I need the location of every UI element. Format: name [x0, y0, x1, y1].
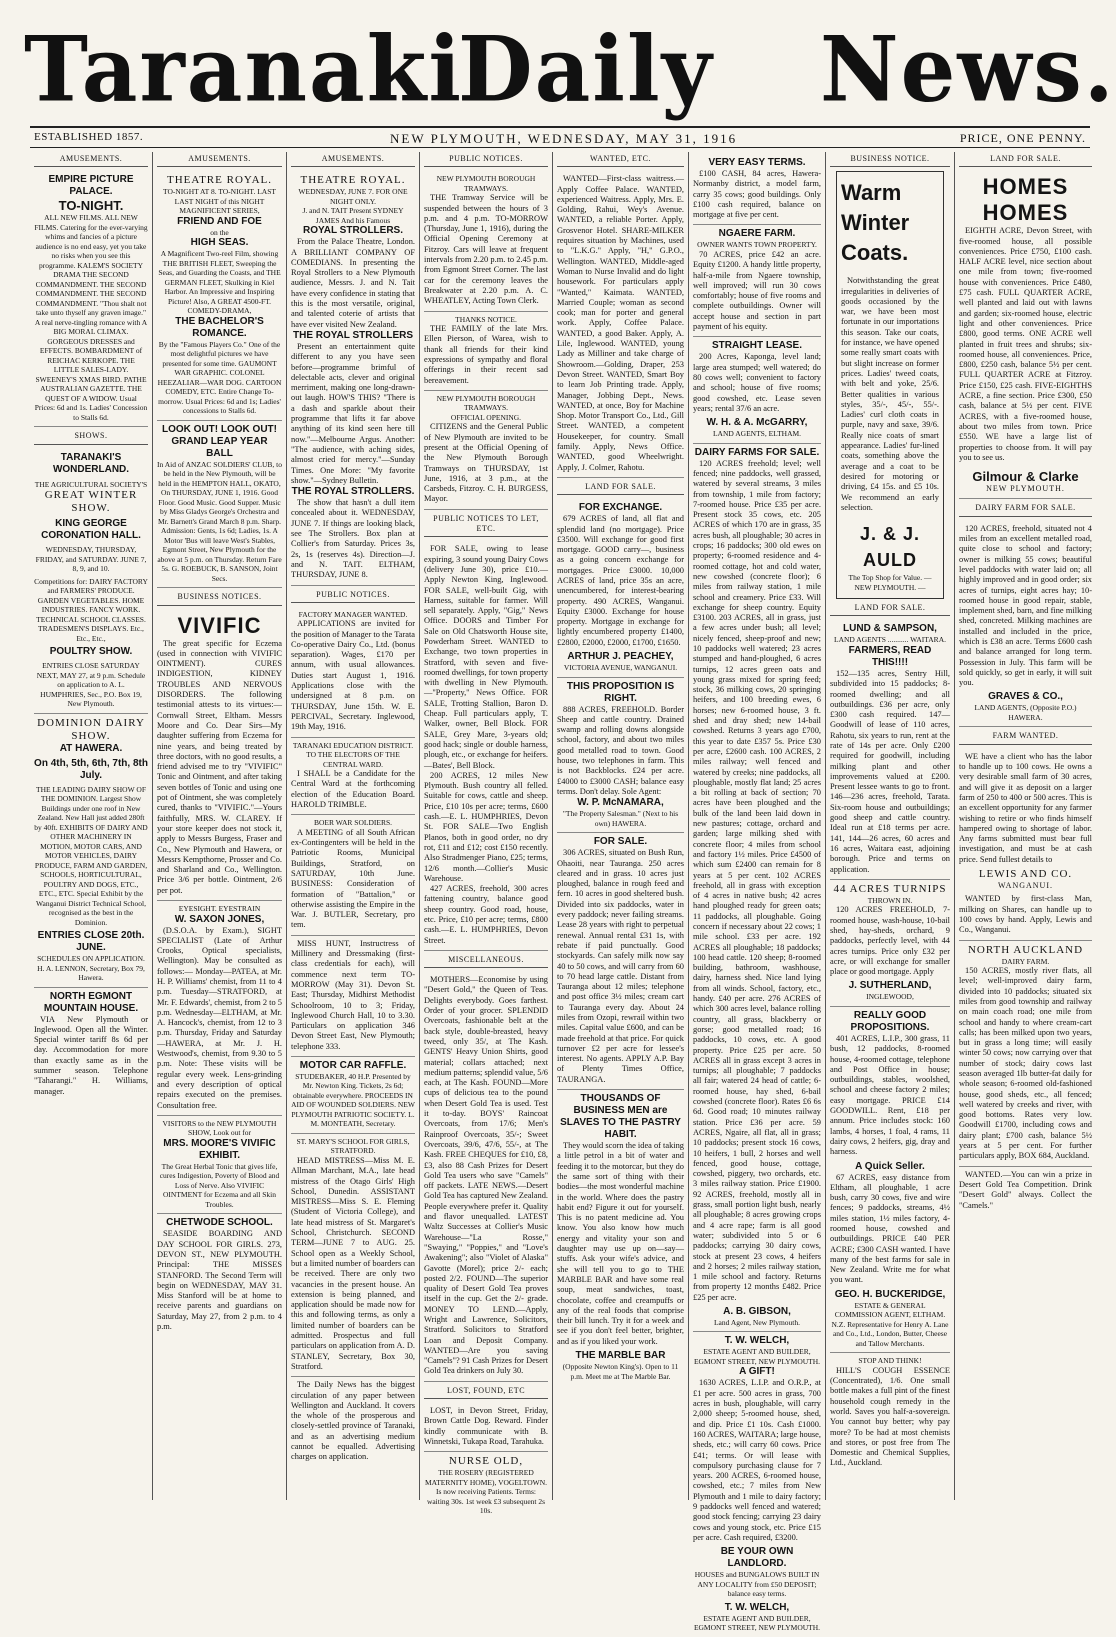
ad-headline: DOMINION DAIRY SHOW.	[37, 716, 145, 742]
ad-text: The Top Shop for Value. — NEW PLYMOUTH. —	[848, 573, 932, 592]
ad-acres-turnips	[830, 880, 950, 1007]
ad-vivific-exhibit	[157, 1116, 282, 1215]
section-heading: DAIRY FARM FOR SALE.	[959, 503, 1092, 516]
ad-headline: GREAT WINTER SHOW.	[44, 489, 138, 515]
ad-headline: HOMES	[982, 174, 1069, 200]
ad-body: WE have a client who has the labor to handle up to 100 cows. He owns a very desirable small farm of 30 acres, and will give it as deposit on a larger farm of 250 to 400 or 500 acres. This is an excellent opportunity for any farmer wishing to retire or who finds himself hampered owing to shortage of labor. Any farms submitted must bear full investigation, and must be at cash price. Send fullest details to	[959, 751, 1092, 864]
ad-body: WANTED.—You can win a prize in Desert Gold Tea Competition. Drink "Desert Gold" always. Collect the "Camels."	[959, 1169, 1092, 1210]
ad-text: THE AGRICULTURAL SOCIETY'S	[34, 479, 148, 489]
ad-text: on the	[210, 227, 229, 237]
ad-body: VIA New Plymouth or Inglewood. Open all the Winter. Special winter tariff 8s 6d per day. Accommodation for more than exactly same as in the summer season. Telephone "Taharangi." H. Williams, manager.	[34, 1014, 148, 1096]
ad-headline: LUND & SAMPSON,	[843, 623, 937, 635]
ad-headline: TARANAKI'S WONDERLAND.	[52, 451, 130, 475]
ad-body: APPLICATIONS are invited for the position of Manager to the Tarata Co-operative Dairy Co., Ltd. (bonus separation). Wages, £170 per annum, with usual allowances. Duties start August 1, 1916. Applications close with the undersigned at 8 p.m. on THURSDAY, June 15th. W. E. PERCIVAL, Secretary. Inglewood, 19th May, 1916.	[291, 619, 415, 732]
ad-text: HOUSES and BUNGALOWS BUILT IN ANY LOCALITY from £50 DEPOSIT; balance easy terms.	[694, 1570, 820, 1599]
ad-headline: MOTOR CAR RAFFLE.	[299, 1059, 407, 1071]
ad-desert-gold-competition	[959, 1167, 1092, 1215]
ad-headline: DAIRY FARMS FOR SALE.	[694, 446, 820, 458]
ad-body: SEASIDE BOARDING AND DAY SCHOOL FOR GIRLS. 273, DEVON ST., NEW PLYMOUTH. Principal: THE MISSES STANFORD. The Second Term will begin on WEDNESDAY, MAY 31. Miss Stanford will be at home to receive parents and guardians on Saturday, May 27, from 2 p.m. to 4 p.m.	[157, 1229, 282, 1332]
ad-very-easy-terms	[693, 154, 821, 225]
ad-body: The Daily News has the biggest circulation of any paper between Wellington and Auckland. It covers the whole of the prosperous and closely-settled province of Taranaki, and as an advertising medium cannot be equalled. Advertising charges on application.	[291, 1380, 415, 1462]
ad-headline: THOUSANDS OF BUSINESS MEN are SLAVES TO THE PASTRY HABIT.	[560, 1093, 681, 1141]
ad-text: OWNER WANTS TOWN PROPERTY.	[697, 240, 817, 250]
ad-text: ESTATE AGENT AND BUILDER, EGMONT STREET, NEW PLYMOUTH.	[693, 1613, 821, 1633]
ad-headline: REALLY GOOD PROPOSITIONS.	[850, 1009, 930, 1033]
section-heading: PUBLIC NOTICES.	[291, 590, 415, 603]
ad-headline: 44 ACRES TURNIPS	[833, 882, 947, 895]
ad-ngaere-farm	[693, 225, 821, 337]
ad-body: 70 ACRES, price £42 an acre. Equity £1200. A handy little property, half-a-mile from Ngaere township, well improved; will run 30 cows comfortably; house of five rooms and complete outbuildings. Owner will accept house and section in part payment of his equity.	[693, 249, 821, 332]
column-3	[287, 152, 420, 1500]
ad-body: Notwithstanding the great irregularities in deliveries of goods occasioned by the war, we have been most fortunate in our importations this season. Take our coats, for instance, we have opened some really smart coats with but slight increase on former prices. Ladies' tweed coats, with belt and yoke, 25/6. Better qualities in various styles, 35/-, 45/-, 55/-. Ladies' curl cloth coats in purple, navy and saxe, 39/6. Really nice coats of smart appearance. Ladies' fur-lined coats, something above the average and a coat to be desired for motoring or driving, £4 15s. and £5 10s. We recommend an early selection.	[841, 276, 939, 512]
section-heading: LAND FOR SALE.	[959, 154, 1092, 167]
ad-body: Present an entertainment quite different to any you have seen before—programme brimful of delectable acts, clever and original merriment, making one long-drawn-out laugh. HOW'S THIS? "There is a dash and sparkle about their programme that lifts it far above anything of its kind seen here till now."—Melbourne Argus. Another: "The audience, with aching sides, almost cried for mercy."—Sunday Times. One More: "My favorite show."—Sydney Bulletin.	[291, 341, 415, 485]
ad-headline: TO-NIGHT.	[58, 198, 124, 214]
ad-headline: VIVIFIC	[177, 612, 262, 638]
ad-body: WANTED by first-class Man, milking on Shares, can handle up to 100 cows by hand. Apply, Lewis and Co., Wanganui.	[959, 894, 1092, 935]
ad-body: From the Palace Theatre, London. A BRILLIANT COMPANY OF COMEDIANS. In presenting the Royal Strollers to a New Plymouth audience, Messrs. J. and N. Tait have every confidence in stating that this is the most versatile, original, and talented coterie of artists that have ever visited New Zealand.	[291, 237, 415, 329]
section-heading: LAND FOR SALE.	[557, 482, 684, 495]
dateline	[30, 126, 1090, 148]
ad-text: VICTORIA AVENUE, WANGANUI.	[563, 663, 678, 673]
ad-headline: NORTH AUCKLAND	[967, 943, 1084, 956]
ad-headline: On 4th, 5th, 6th, 7th, 8th July.	[34, 757, 148, 781]
ad-text: ESTATE & GENERAL COMMISSION AGENT, ELTHAM.	[834, 1300, 946, 1320]
ad-title: THEATRE ROYAL.	[300, 174, 406, 187]
ad-text: SCHEDULES ON APPLICATION. H. A. LENNON, Secretary, Box 79, Hawera.	[37, 954, 145, 983]
ad-theatre-royal	[157, 171, 282, 421]
ad-headline: HOMES	[982, 200, 1069, 226]
ad-body: 120 ACRES freehold; level; well fenced; nine paddocks, well grassed, watered by several streams, 3 miles from township, 1 mile from factory; 7-roomed house. Price £35 per acre. Present stock 35 cows, etc. 205 ACRES of which 170 are in grass, 35 acres bush, all ploughable; 30 acres in crops; 16 paddocks; 300 old ewes on property; 6-roomed residence and 4-roomed cottage, hot and cold water, new cowshed (concrete floor); 6 miles from railway station, 1 mile school and creamery. Price £33. Will exchange for sheep country. Equity £3100. 203 ACRES, all in grass, just a few acres under bush; all level; nicely fenced, sheep-proof and new; 10 paddocks well watered; 23 acres stumped and hand-ploughed, 6 acres turnips, 12 acres green oats and young grass mixed for spring feed; stock, 36 milking cows, 20 springing heifers, and 100 breeding ewes, 6 horses; new 6-roomed house, 3 ft. shed and dray shed; new 14-bail cowshed. Returns 3 years ago £700, this year to date £357 5s. Price £30 per acre, £2600 cash. 100 ACRES, 2 miles railway; well fenced and watered by creeks; nine paddocks, all ploughable, mostly flat land; 25 acres a bit rolling at back of section; 70 acres have been ploughed and the bulk of the land been laid down in new pastures; cottage, orchard and garden; large milking shed with concrete floor; 4 miles from school and factory 1½ miles. Price £4500 of which sum £2400 can remain for 8 years at 5 per cent. 102 ACRES freehold, all in grass with exception of 4 acres in native bush; 42 acres hand ploughed ready for green oats; 11 paddocks, all ploughable. Going concern if necessary about 22 cows; 1 mile school. £33 per acre. 192 ACRES all ploughable; 18 paddocks; 100 head cattle. 120 sheep; 8-roomed building, bathroom, washhouse, dairy, harness shed. Nice land lying from all winds. School, factory, etc., handy. £40 per acre. 276 ACRES of which 300 acres level, balance rolling country, all grass, blackberry or gorse; good metalled road; 16 paddocks, 10 cows, etc. A good property. Price £25 per acre. 50 ACRES all in grass except 3 acres in turnips; all ploughable; 7 paddocks all fair; watered 24 head of cattle; 6-roomed house, hay shed, 6-bail cowshed (concrete floor). Rates £6 6s 6d. Good road; 10 minutes railway station. Price £36 per acre. 59 ACRES, Ngaire, all flat, all in grass; 10 paddocks; present stock 16 cows, 10 heifers, 1 bull, 2 horses and well fenced, good house, cottage, cowshed, piggery, two orchards, etc. 3 miles railway station. Price £1900. 92 ACRES, freehold, mostly all in grass, small portion light bush, nearly all ploughable; 8 acres growing crops and 4 acre rape; farm is all good water; subdivided into 5 or 6 paddocks; carrying 30 dairy cows, stock at present 23 cows, 4 heifers and 2 horses; 2 miles railway station, 1 mile school and factory. Returns from property 12 months £482. Price £25 per acre.	[693, 458, 821, 1302]
ad-body: 152—135 acres, Sentry Hill, subdivided into 15 paddocks; 8-roomed dwelling; and all outbuildings. £36 per acre, only £300 cash required. 147—Goodwill of lease of 110 acres, Rahotu, six years to run, rent at the rate of 14s per acre. Only £200 required for goodwill, including milking plant and other improvements valued at £200. Present lessee wants to go to front. 146—236 acres, freehold, Tarata. Six-room house and outbuildings; good sheep and cattle country. Ideal run at £18 terms per acre. 141, 144—26 acres, 60 acres and 16 acres, Waitara east, adjoining borough. Price and terms on application.	[830, 668, 950, 874]
section-heading: AMUSEMENTS.	[34, 154, 148, 167]
ad-official-opening	[424, 391, 548, 510]
ad-chetwode-school	[157, 1214, 282, 1336]
ad-empire-picture-palace	[34, 171, 148, 427]
ad-body: (D.S.O.A. by Exam.), SIGHT SPECIALIST (Late of Arthur Crooks, Optical specialists, Wellington). May be consulted as follows:— Monday—PATEA, at Mr. H. P. Williams' chemist, from 11 to 4 p.m. Tuesday—STRATFORD, at Mr. F. Edwards', chemist, from 2 to 5 p.m. Wednesday—ELTHAM, at Mr. A. Hancock's, chemist, from 12 to 3 p.m. Thursday, Friday and Saturday—HAWERA, at Mr. J. H. Westwood's, chemist, from 9.30 to 5 p.m. Note: These visits will be regular every week. Lens-grinding and every description of optical repairs executed on the premises. Consultation free.	[157, 925, 282, 1110]
ad-headline: ROYAL STROLLERS.	[302, 225, 403, 237]
ad-saxon-jones	[157, 901, 282, 1116]
ad-body: THE FAMILY of the late Mrs. Ellen Pierson, of Warea, wish to thank all friends for their kind expressions of sympathy and floral offerings in their recent sad bereavement.	[424, 324, 548, 385]
column-8	[955, 152, 1096, 1500]
ad-text: WEDNESDAY, JUNE 7. FOR ONE NIGHT ONLY.	[298, 187, 408, 206]
ad-title: THEATRE ROYAL.	[166, 174, 273, 187]
ad-boer-war-soldiers	[291, 815, 415, 935]
ad-headline: Winter	[841, 210, 910, 236]
ad-headline: Gilmour & Clarke	[972, 469, 1079, 485]
ad-body: 427 ACRES, freehold, 300 acres fattening country, balance good sheep country. Good road, house, etc. Price, £10 per acre; terms, £800 cash.—E. L. HUMPHRIES, Devon Street.	[424, 884, 548, 945]
ad-headline: A. B. GIBSON,	[723, 1305, 791, 1317]
ad-text: VISITORS to the NEW PLYMOUTH SHOW, Look out for	[162, 1118, 277, 1138]
ad-body: 1630 ACRES, L.I.P. and O.R.P., at £1 per acre. 500 acres in grass, 700 acres in bush, ploughable, will carry 2,000 sheep; 5-roomed house, shed, and dip. Price £1 10s. Cash £1000. 160 ACRES, WAITARA; large house, sheds, etc.; will carry 60 cows. Price £41; terms. Or will lease with compulsory purchasing clause for 7 years. 200 ACRES, 6-roomed house, cowshed, etc.; 7 miles from New Plymouth and 1 mile to dairy factory; 9 paddocks well fenced and watered; good stock fencing; carrying 23 dairy cows and young stock, etc. Price £15 per acre. Cash required, £3200.	[693, 1378, 821, 1542]
ad-classifieds	[424, 541, 548, 951]
ad-dairy-farms	[693, 444, 821, 1333]
ad-text: THROWN IN.	[867, 895, 913, 905]
ad-proposition	[557, 678, 684, 834]
ad-headline: STOP AND THINK!	[858, 1356, 922, 1366]
price-label: PRICE, ONE PENNY.	[959, 131, 1086, 145]
ad-headline: ENTRIES CLOSE 20th. JUNE.	[37, 930, 145, 954]
ad-headline: LEWIS AND CO.	[978, 868, 1073, 881]
ad-headline: NEW PLYMOUTH BOROUGH TRAMWAYS.	[436, 174, 536, 193]
ad-miscellaneous	[424, 972, 548, 1382]
ad-warm-winter-coats	[836, 171, 944, 599]
ad-education-district	[291, 738, 415, 816]
section-heading: LOST, FOUND, ETC	[424, 1386, 548, 1399]
ad-body: 200 Acres, Kaponga, level land; large area stumped; well watered; do 80 cows well; convenient to factory and school; house of five rooms; good cowshed, etc. Lease seven years; rental 37/6 an acre.	[693, 352, 821, 413]
ad-body: WANTED—First-class waitress.—Apply Coffee Palace. WANTED, experienced Waitress. Apply, Mrs. E. Golding, Rahui, Wey's Avenue. WANTED, a reliable Porter. Apply, Grosvenor Hotel. SHARE-MILKER requires situation by Machines, used to "L.K.G." Apply, "H," G.P.O., Wellington. WANTED, Middle-aged Woman to Nurse Invalid and do light housework. For particulars apply "Wanted," Kaimata. WANTED, Married Couple; woman as second cook; man for porter and general work. Apply, Coffee Palace. WANTED, a good Baker. Apply, A. Lile, Inglewood. WANTED, young Lady as Milliner and take charge of Showroom.—Golding, Draper, 253 Devon Street. WANTED, Smart Boy to learn Job Printing trade. Apply, Manager, Jobbing Dept., News. WANTED, at once, Boy for Machine Shop. Motor Transport Co., Ltd., Gill Street. WANTED, a competent Housekeeper, for country. Small family. Apply, News Office. WANTED, good Wheelwright. Apply, J. Colmer, Rahotu.	[557, 174, 684, 472]
ad-text: MAGNIFICENT SERIES,	[179, 206, 260, 216]
ad-body: MISS HUNT, Instructress of Millinery and Dressmaking (first-class credentials for each), will commence next term TO-MORROW (May 31). Devon St. East; Thursday, Midhirst Methodist Schoolroom, 10 to 3; Friday, Inglewood Church Hall, 10 to 3.30. Particulars on application 346 Devon Street East, New Plymouth; telephone 333.	[291, 938, 415, 1051]
ad-body: A MEETING of all South African ex-Contingenters will be held in the Patriotic Rooms, Municipal Buildings, Stratford, on SATURDAY, 10th June. BUSINESS: Consideration of formation of "Battalion," or otherwise assisting the Empire in the War. J. BUTLER, Secretary, pro tem.	[291, 827, 415, 930]
ad-body: In Aid of ANZAC SOLDIERS' CLUB, to be held in the New Plymouth, will be held in the HEMPTON HALL, OKATO, On THURSDAY, JUNE 1, 1916. Good Floor. Good Music. Good Supper. Music by Miss Gladys George's Orchestra and Mr. Barnett's Grand March 8 p.m. Sharp. Admission: Gents, 1s 6d; Ladies, 1s. A Motor 'Bus will leave West's Stables, Egmont Street, New Plymouth for the above at 5 p.m. on Thursday. Return Fare 5s. G. ROEBUCK, B. SANSON, Joint Secs.	[157, 459, 282, 583]
ad-headline: HIGH SEAS.	[190, 237, 249, 249]
ad-for-exchange	[557, 499, 684, 677]
ad-headline: FOR SALE.	[593, 836, 648, 848]
ad-text: LAND AGENTS ........... WAITARA.	[834, 635, 946, 645]
column-5	[553, 152, 689, 1500]
ad-text: J. and N. TAIT Present SYDNEY JAMES And his Famous	[302, 206, 404, 225]
column-2	[153, 152, 287, 1500]
section-heading: PUBLIC NOTICES.	[424, 154, 548, 167]
ad-headline: POULTRY SHOW.	[49, 646, 133, 658]
section-heading: AMUSEMENTS.	[291, 154, 415, 167]
ad-text: TO-NIGHT AT 8. TO-NIGHT. LAST LAST NIGHT of this NIGHT	[163, 187, 276, 206]
ad-headline: VERY EASY TERMS.	[708, 157, 806, 168]
ad-text: EYESIGHT. EYESTRAIN	[178, 904, 261, 914]
ad-body: 306 ACRES, situated on Bush Run, Ohaoiti, near Tauranga. 250 acres cleared and in grass. 10 acres just ploughed, balance in rough feed and fern. 10 acres in good sheltered bush. Divided into six paddocks, water in every paddock; never failing streams. Lease 28 years with right to perpetual renewal. Annual rental £31 1s, with rebate if paid punctually. Good stockyards. Can safely milk now say 40 to 50 cows, and will carry from 60 to 70 head large cattle. Distant from Tauranga about 12 miles; telephone and post office 3½ miles; cream cart to Tauranga every day. About 24 miles from Ozopi, rewrail within two miles. Capital value £600, and can be made freehold at that price. For quick turnover £2 per acre for lessee's interest. No agents. APPLY A.P. Bay of Plenty Times Office, TAURANGA.	[557, 848, 684, 1084]
section-heading: SHOWS.	[34, 431, 148, 444]
ad-headline: FRIEND AND FOE	[177, 215, 262, 227]
ad-body: 67 ACRES, easy distance from Eltham, all ploughable, 1 acre bush, carry 30 cows, five and wire fences; 9 paddocks, streams, 4½ miles station, 1½ miles factory, 4-roomed house, cowshed and outbuildings. PRICE £40 PER ACRE; £300 CASH wanted. I have many of the best farms for sale in New Zealand. Write me for what you want.	[830, 1172, 950, 1285]
ad-headline: STRAIGHT LEASE.	[711, 340, 802, 352]
ad-body: A Magnificent Two-reel Film, showing THE BRITISH FLEET, Sweeping the Seas, and Guarding the Coasts, and THE GERMAN FLEET, Skulking in Kiel Harbor. An Impressive and Inspiring Picture! Also, A GREAT 4500-FT. COMEDY-DRAMA,	[158, 249, 281, 316]
ad-headline: FARMERS, READ THIS!!!!	[848, 644, 932, 668]
ad-vivific	[157, 610, 282, 901]
ad-headline: AT HAWERA.	[59, 742, 123, 754]
ad-headline: THIS PROPOSITION IS RIGHT.	[566, 680, 675, 704]
ad-headline: CHETWODE SCHOOL.	[166, 1217, 273, 1229]
ad-stop-and-think	[830, 1353, 950, 1472]
ad-headline: NURSE OLD,	[448, 1455, 524, 1468]
ad-body: LOST, in Devon Street, Friday, Brown Cattle Dog. Reward. Finder kindly communicate with B. Winnetski, Tukapa Road, Tarahuka.	[424, 1406, 548, 1446]
ad-headline: MRS. MOORE'S VIVIFIC EXHIBIT.	[163, 1137, 276, 1161]
ad-headline: KING GEORGE CORONATION HALL.	[41, 518, 141, 542]
ad-nurse-old	[424, 1452, 548, 1520]
ad-daily-news-circulation	[291, 1377, 415, 1466]
ad-north-egmont	[34, 988, 148, 1101]
established-label: ESTABLISHED 1857.	[34, 131, 144, 143]
ad-farm-wanted	[959, 749, 1092, 941]
section-heading: PUBLIC NOTICES TO LET, ETC.	[424, 514, 548, 538]
ad-headline: GRAND LEAP YEAR BALL	[171, 435, 268, 459]
ad-headline: W. P. McNAMARA,	[577, 797, 664, 809]
ad-text: ENTRIES CLOSE SATURDAY NEXT, MAY 27, at 9 p.m. Schedule on application to A. L. HUMPHRIES, Sec., P.O. Box 19, New Plymouth.	[36, 661, 146, 709]
ad-body: THE LEADING DAIRY SHOW OF THE DOMINION. Largest Show Buildings under one roof in New Zealand. New Hall just added 280ft by 40ft. EXHIBITS OF DAIRY AND OTHER MACHINERY IN MOTION, MOTOR CARS, AND MOTOR VEHICLES, DAIRY PRODUCE, FARM AND GARDEN, SCHOOLS, HORTICULTURAL, POULTRY AND DOGS, ETC., ETC., ETC. Special Exhibit by the Wanganui District Technical School, recognised as the best in the Dominion.	[34, 784, 148, 927]
ad-tramways	[424, 171, 548, 311]
ad-royal-strollers	[291, 171, 415, 585]
ad-headline: FACTORY MANAGER WANTED.	[298, 609, 408, 619]
ad-text: "The Property Salesman." (Next to his own) HAWERA.	[562, 809, 679, 828]
ad-text: NEW PLYMOUTH.	[986, 484, 1065, 494]
ad-text: Land Agent, New Plymouth.	[713, 1317, 801, 1327]
column-6	[689, 152, 826, 1633]
ad-body: MOTHERS—Economise by using "Desert Gold," the Queen of Teas. Delights everybody. Goes farthest. Order of your grocer. SPLENDID Overcoats, fashionable belt at the back style, double-breasted, heavy tweed, only 35/, at The Kash. GENTS' Heavy Union Shirts, good material; collars attached; next medium patterns; splendid value, 5/6 each, at The Kash. FOUND—More cups of delicious tea to the pound when Desert Gold Tea is used. Test it to-day. BOYS' Raincoat Overcoats, from 17/6; Men's Rainproof Overcoats, 35/-; Sweet Overcoats, 39/6, 47/6, 55/-, at The Kash. FREE CHEQUES for £10, £8, £3, also 88 Cash Prizes for Desert Gold Tea users who save "Camels" off packets. LATE NEWS.—Desert Gold Tea has captured New Zealand. People everywhere prefer it. Quality and flavor unequalled. LATEST Waltz Successes at Collier's Music Warehouse—"La Rosse," "Swaying," "Poppies," and "Love's Awakening"; also "Violet of Alaska" Gavotte (Morel); price 2/- each; posted 2/2. FOUND—The superior quality of Desert Gold Tea proves itself in the cup. Get the 2/- grade. MONEY TO LEND.—Apply, Wright and Lawrence, Solicitors, Stratford. Solicitors to Stratford Loan and Deposit Company. WANTED—Are you saving "Camels"? 91 Cash Prizes for Desert Gold Tea drinkers on July 30.	[424, 975, 548, 1376]
ad-headline: NORTH EGMONT MOUNTAIN HOUSE.	[43, 990, 139, 1014]
ad-text: LOOK OUT! LOOK OUT!	[162, 423, 277, 435]
ad-body: They would scorn the idea of taking a little petrol in a bit of water and feeding it to the motorcar, but they do the same sort of thing with their bodies—the most wonderful machine in the world. Where does the pastry habit end? Figure it out for yourself. This is no patent medicine ad. You know. You also know how much energy and vitality your son and daughter may use up on—say—stuffs. Ask your wife's advice, and she will tell you to go to THE MARBLE BAR and have some real soup, meat sandwiches, toast, chocolate, coffee and creampuffs or any of the real foods that comprise their bill lunch. Try it for a week and see if you don't feel better, brighter, and as if you liked your work.	[557, 1141, 684, 1346]
ad-lund-sampson	[830, 620, 950, 879]
ad-body: The show that hasn't a dull item concealed about it. WEDNESDAY, JUNE 7. If things are looking black, see The Strollers. Box plan at Collier's from Saturday. Prices 3s, 2s, 1s (reserves 4s). Direction—J. and N. TAIT. ELTHAM, THURSDAY, JUNE 8.	[291, 498, 415, 580]
ad-really-good-propositions	[830, 1007, 950, 1353]
ad-headline: THANKS NOTICE.	[455, 314, 517, 324]
ad-headline: J. & J. AULD	[859, 524, 921, 571]
ad-headline: W. SAXON JONES,	[174, 913, 265, 925]
ad-headline: Coats.	[841, 240, 909, 266]
ad-body: 401 ACRES, L.I.P., 300 grass, 11 bush, 12 paddocks, 8-roomed house, 4-roomed cottage, telephone and Post Office in house; outbuildings, stables, woolshed, school and cheese factory 2 miles; easy mortgage. PRICE £14 GOODWILL. Rent, £18 per annum. Price includes stock: 160 lambs, 4 horses, 1 foal, 4 rams, 11 dairy cows, 2 heifers, gig, dray and harness.	[830, 1033, 950, 1157]
ad-text: WANGANUI.	[998, 881, 1053, 891]
ad-text: LAND AGENTS, (Opposite P.O.) HAWERA.	[974, 703, 1077, 722]
ad-headline: BE YOUR OWN LANDLORD.	[720, 1546, 794, 1570]
ad-st-marys	[291, 1134, 415, 1377]
ad-body: 150 ACRES, mostly river flats, all level; well-improved dairy farm, divided into 10 paddocks; situated six miles from good township and railway on main coach road; one mile from school and handy to where cream-cart calls; has been milked upon two years, but in grass a long time; will easily winter 50 cows; now carrying over that number of stock; dairy cows last season averaged 1lb butter-fat daily for whole season; 6-roomed old-fashioned house, good sheds, etc., all fenced; well watered by creeks and river, with good bottoms. Rates very low. Goodwill £1700, including cows and dairy plant; £700 cash, balance 5½ years at 5 per cent. For further particulars apply, BOX 684, Auckland.	[959, 966, 1092, 1161]
ad-text: INGLEWOOD,	[866, 992, 914, 1002]
ad-headline: THE ROYAL STROLLERS	[292, 329, 413, 341]
ad-body: 120 ACRES FREEHOLD, 7-roomed house, wash-house, 10-bail shed, hay-sheds, orchard, 9 paddocks, perfectly level, with 44 acres turnips. Price only £32 per acre, or will exchange for smaller place or good mortgage. Apply	[830, 905, 950, 977]
ad-marble-bar	[557, 1090, 684, 1385]
column-7	[826, 152, 955, 1500]
ad-text: N.Z. Representative for Henry A. Lane and Co., Ltd., London, Butter, Cheese and Tallow Merchants.	[831, 1319, 949, 1348]
ad-body: STUDEBAKER, 40 H.P. Presented by Mr. Newton King. Tickets, 2s 6d; obtainable everywhere. PROCEEDS IN AID OF WOUNDED SOLDIERS. NEW PLYMOUTH PATRIOTIC SOCIETY. L. M. MONTEATH, Secretary.	[291, 1071, 415, 1129]
ad-north-auckland	[959, 941, 1092, 1167]
column-1	[30, 152, 153, 1500]
ad-headline: FOR EXCHANGE.	[578, 502, 663, 514]
ad-body: The great specific for Eczema (used in connection with VIVIFIC OINTMENT). CURES INDIGESTION, KIDNEY TROUBLES AND NERVOUS DISORDERS. The following testimonial attests to its virtues:— Cornwall Street, Eltham. Messrs Moore and Co. Dear Sirs—My daughter suffering from Eczema for nine years, and being treated by three doctors, with no good results, a friend advised me to try "VIVIFIC" Tonic and Ointment, and after taking seven bottles of Tonic and using one pot of Ointment, she was completely cured, thanks to "VIVIFIC."—Yours faithfully, MRS. W. CLAREY. If your store keeper does not stock it, apply to Messrs Burgess, Fraser and Co., New Plymouth and Hawera, or Messrs Kempthorne, Prosser and Co. and Sharland and Co., Wellington. Price 3/6 per bottle. Ointment, 2/6 per pot.	[157, 638, 282, 895]
place-date: NEW PLYMOUTH, WEDNESDAY, MAY 31, 1916	[390, 131, 738, 146]
ad-body: ALL NEW FILMS. ALL NEW FILMS. Catering for the ever-varying whims and fancies of a picture audience is no end easy, yet you take no risks when you see this programme. KALEM'S SOCIETY DRAMA THE SECOND COMMANDMENT. THE SECOND COMMANDMENT. THE SECOND COMMANDMENT. "Thou shalt not take unto thyself any graven image." A real nerve-tingling romance with A BIG MORAL CLIMAX. GORGEOUS DRESSES and EFFECTS. BOMBARDMENT of REICHAC KERKOPE. THE LITTLE SALES-LADY. SWEENEY'S XMAS BIRD. PATHE AUSTRALIAN GAZETTE. THE QUEST OF A WIDOW. Usual Prices: 6d and 1s. Ladies' Concession to Stalls 6d.	[34, 213, 148, 422]
ad-headline: THE BACHELOR'S ROMANCE.	[175, 315, 264, 339]
section-heading: AMUSEMENTS.	[157, 154, 282, 167]
ad-body: £100 CASH, 84 acres, Hawera-Normanby district, a model farm, carry 35 cows; good buildings. Only £100 cash required, balance on mortgage at five per cent.	[693, 169, 821, 220]
ad-body: By the "Famous Players Co." One of the most delightful pictures we have presented for some time. GAUMONT WAR GRAPHIC. COLONEL HEEZALIAR—WAR DOG. CARTOON COMEDY, ETC. Entire Change To-morrow. Usual Prices: 6d and 1s; Ladies' concessions to Stalls 6d.	[157, 339, 282, 416]
ad-winter-show	[34, 449, 148, 714]
ad-homes	[959, 171, 1092, 499]
ad-headline: T. W. WELCH,	[724, 1335, 790, 1347]
ad-headline: GEO. H. BUCKERIDGE,	[834, 1288, 946, 1300]
ad-for-sale-tauranga	[557, 833, 684, 1090]
ad-body: HILL'S COUGH ESSENCE (Concentrated), 1/6. One small bottle makes a full pint of the finest household cough remedy in the world. Saves you half-a-sovereign. You cannot buy better; why pay more? To be had at most chemists and stores, or post free from The Domestic and Chemical Supplies, Ltd., Auckland.	[830, 1365, 950, 1468]
ad-text: WEDNESDAY, THURSDAY, FRIDAY, and SATURDAY. JUNE 7, 8, 9, and 10.	[35, 545, 147, 574]
ad-headline: Warm	[841, 180, 902, 206]
ad-headline: GRAVES & CO.,	[988, 691, 1063, 703]
ad-headline: OFFICIAL OPENING.	[450, 412, 522, 422]
section-heading: WANTED, ETC.	[557, 154, 684, 167]
ad-lost-found	[424, 1403, 548, 1452]
ad-leap-year-ball	[157, 421, 282, 589]
ad-headline: NEW PLYMOUTH BOROUGH TRAMWAYS.	[436, 393, 536, 413]
ad-body: THE ROSERY (REGISTERED MATERNITY HOME), VOGELTOWN. Is now receiving Patients. Terms: waiting 30s. 1st week £3 subsequent 2s 10s.	[424, 1468, 548, 1516]
ad-body: I SHALL be a Candidate for the Central Ward at the forthcoming election of the Education Board. HAROLD TRIMBLE.	[291, 769, 415, 809]
section-heading: BUSINESS NOTICES.	[157, 592, 282, 605]
ad-thanks-notice	[424, 312, 548, 391]
section-heading: FARM WANTED.	[959, 731, 1092, 744]
ad-text: (Opposite Newton King's). Open to 11 p.m. Meet me at The Marble Bar.	[562, 1362, 679, 1381]
ad-body: THE Tramway Service will be suspended between the hours of 3 p.m. and 4 p.m. TO-MORROW (Thursday, June 1, 1916), during the Official Opening Ceremony at Fitzroy. Cars will leave at frequent intervals from 2.20 p.m. to 2.45 p.m. from Egmont Street Corner. The last car for the ceremony leaves the Breakwater at 2.20 p.m. A. C. WHEATLEY, Acting Town Clerk.	[424, 193, 548, 306]
ad-headline: W. H. & A. McGARRY,	[706, 417, 808, 429]
ad-headline: ARTHUR J. PEACHEY,	[567, 651, 674, 663]
ad-body: CITIZENS and the General Public of New Plymouth are invited to be present at the Official Opening of the New Plymouth Borough Tramways on THURSDAY, 1st June, 1916, at 3 p.m., at the Carsbeds, Fitzroy. C. H. BURGESS, Mayor.	[424, 422, 548, 504]
ad-text: LAND AGENTS, ELTHAM.	[712, 429, 802, 439]
section-heading: MISCELLANEOUS.	[424, 955, 548, 968]
ad-headline: ST. MARY'S SCHOOL FOR GIRLS, STRATFORD.	[296, 1136, 410, 1156]
ad-headline: J. SUTHERLAND,	[848, 980, 932, 992]
ad-dominion-dairy-show	[34, 714, 148, 988]
ad-title: EMPIRE PICTURE PALACE.	[48, 174, 134, 198]
ad-headline: BOER WAR SOLDIERS.	[314, 818, 392, 828]
ad-headline: NGAERE FARM.	[718, 228, 796, 240]
ad-headline: T. W. WELCH,	[724, 1601, 790, 1613]
ad-text: Competitions for: DAIRY FACTORY and FARMERS' PRODUCE. GARDEN VEGETABLES. HOME INDUSTRIES. FANCY WORK. TECHNICAL SCHOOL CLASSES. TRADESMEN'S DISPLAYS. Etc., Etc., Etc.,	[34, 576, 148, 643]
ad-body: 888 ACRES, FREEHOLD. Border Sheep and cattle country. Drained swamp and rolling downs alongside school, factory, and about two miles good metalled road to town. Good house, two telephones in farm. This is not Backblocks. £24 per acre. £4000 to £3000 CASH; balance easy terms. Don't delay. Sole Agent:	[557, 704, 684, 796]
ad-straight-lease	[693, 337, 821, 443]
masthead-word-news: News.	[820, 16, 1116, 123]
ad-tw-welch	[693, 1332, 821, 1636]
ad-body: 200 ACRES, 12 miles New Plymouth. Bush country all felled. Suitable for cows, cattle and sheep. Price, £10 10s per acre; terms, £600 cash.—E. L. HUMPHRIES, Devon St. FOR SALE—Two English Planos, both in good order, no dry rot, £11 and £12; cost £150 recently. Also Stradmenger Piano, £25; terms, 12/6 month.—Collier's Music Warehouse.	[424, 770, 548, 883]
ad-body: FOR SALE, owing to lease expiring, 3 sound young Dairy Cows (delivery June 30), price £10.—Apply Newton King, Inglewood. FOR SALE, well-built Gig, with Harness, suitable for farmer. Will sell separately. Apply, "Gig," News Office. DOORS and Timber For Sale on Old Chatsworth House site, Powderham Street. WANTED to Exchange, two town properties in Stratford, with seven and five-roomed dwellings, for town property with dwelling in New Plymouth.—"Property," News Office. FOR SALE, Trotting Stallion, Baron D. Cheap. Full particulars apply, T. Walker, owner, Bell Block. FOR SALE, Grey Mare, 3-years old; good hack; single or double harness, plough, etc., or exchange for heifers.—Bates', Bell Block.	[424, 544, 548, 770]
ad-factory-manager	[291, 607, 415, 738]
ad-dairy-farm-hawera	[959, 521, 1092, 728]
ad-miss-hunt	[291, 936, 415, 1057]
ad-headline: A GIFT!	[739, 1366, 775, 1378]
ad-body: EIGHTH ACRE, Devon Street, with five-roomed house, all possible conveniences. Price £750, £100 cash. HALF ACRE level, nice section about one mile from town; five-roomed house with conveniences. Price £480, £75 cash. FULL QUARTER ACRE, well planted and laid out with lawns and garden; six-roomed house, electric light and other conveniences. Price £800, good terms. ONE ACRE well planted in fruit trees and shrubs; six-roomed house, all conveniences. Price, £800, £250 cash, balance 5½ per cent. FULL QUARTER ACRE at Fitzroy. Price £150, £25 cash. FIVE-EIGHTHS ACRE, a fine section. Price £300, £50 cash, balance at 5½ per cent. FIVE ACRES, with a five-roomed house, about two miles from town. Price £550. WE have a large list of properties to choose from. It will pay you to see us.	[959, 226, 1092, 462]
ad-text: ESTATE AGENT AND BUILDER, EGMONT STREET, NEW PLYMOUTH.	[693, 1347, 821, 1366]
section-heading: BUSINESS NOTICE.	[830, 154, 950, 167]
ad-body: 120 ACRES, freehold, situated not 4 miles from an excellent metalled road, quite close to school and factory; owner is milking 55 cows; beautiful level paddocks with water laid on; all highly improved and in good order; six acres of turnips, eight acres hay; 10-roomed house in good repair, stable, implement shed, barn, and fine milking shed, concreted. Milking machines are installed and included in the price, which is £38 an acre. Terms £600 cash and balance arranged for long term. Possession in July. This farm will be sold quickly, so get in early, it will suit you.	[959, 523, 1092, 688]
ad-body: HEAD MISTRESS—Miss M. E. Allman Marchant, M.A., late head mistress of the Otago Girls' High School, Dunedin. ASSISTANT MISTRESS—Miss S. E. Fleming (Student of Victoria College), and late head mistress of St. Margaret's School, Christchurch. SECOND TERM—JUNE 7 to AUG. 25. School open as a Weekly School, but a limited number of boarders can be received. There are only two vacancies in the present house. An extension is being planned, and application should be made now for this and following terms, as only a limited number of boarders can be admitted. Prospectus and full particulars on application from A. D. STANLEY, Secretary, Box 30, Stratford.	[291, 1155, 415, 1371]
ad-headline: TARANAKI EDUCATION DISTRICT. TO THE ELECTORS OF THE CENTRAL WARD.	[292, 740, 414, 769]
ad-headline: A Quick Seller.	[855, 1160, 925, 1172]
masthead	[18, 16, 1116, 123]
ad-headline: THE MARBLE BAR	[575, 1350, 666, 1361]
ad-body: The Great Herbal Tonic that gives life, cures Indigestion, Poverty of Blood and Loss of Nerve. Also VIVIFIC OINTMENT for Eczema and all Skin Troubles.	[159, 1161, 280, 1209]
masthead-word-daily: Daily	[458, 16, 714, 123]
column-4	[420, 152, 553, 1516]
section-heading: LAND FOR SALE.	[830, 603, 950, 616]
ad-text: DAIRY FARM.	[1001, 956, 1050, 966]
masthead-word-taranaki: Taranaki	[24, 16, 464, 123]
ad-wanted	[557, 171, 684, 478]
newspaper-columns	[30, 152, 1096, 1633]
ad-headline: THE ROYAL STROLLERS.	[291, 486, 415, 498]
ad-motor-car-raffle	[291, 1057, 415, 1134]
ad-body: 679 ACRES of land, all flat and splendid land (no mortgage). Price £3500. Will exchange for good first mortgage. GOOD carry—, business as a going concern exchange for mortgages. Price £3000. 10,000 ACRES of land, price 35s an acre, unencumbered, for interest-bearing property. 490 ACRES, Wanganui. Equity £3000. Exchange for house property. Mortgage in exchange for lightly encumbered property £1400, £2800, £2000, £2000, £1700, £1650.	[557, 514, 684, 647]
